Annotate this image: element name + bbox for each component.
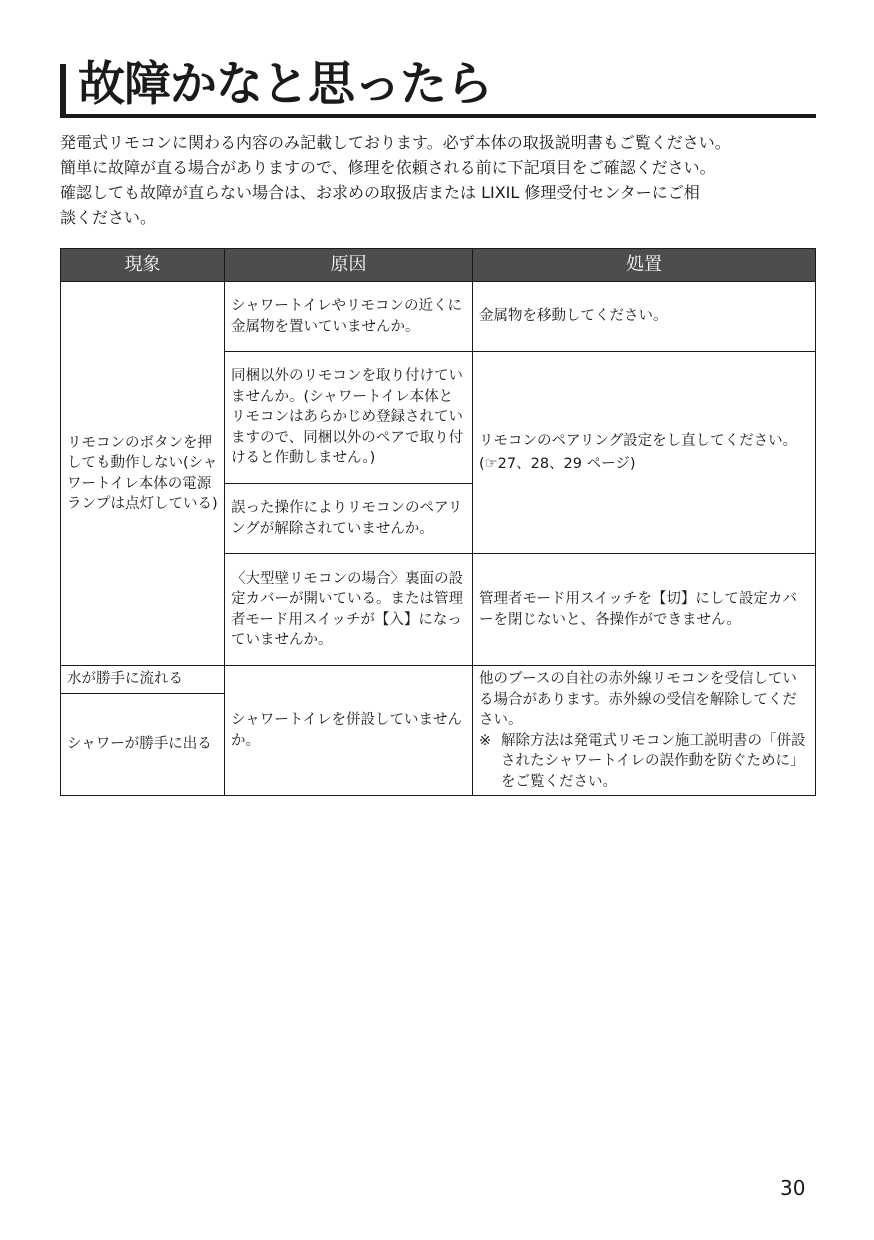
title-accent-bar (60, 64, 66, 118)
intro-paragraph (60, 130, 820, 230)
page-reference: (☞27、28、29 ページ) (479, 455, 636, 472)
page-number: 30 (780, 1176, 806, 1200)
symptom-cell: 水が勝手に流れる (61, 666, 225, 694)
title-underline (60, 114, 816, 118)
intro-line: 談ください。 (60, 208, 157, 227)
remedy-cell: 管理者モード用スイッチを【切】にして設定カバーを閉じないと、各操作ができません。 (473, 554, 816, 666)
intro-line: 確認しても故障が直らない場合は、お求めの取扱店または LIXIL 修理受付センターにご相 (60, 183, 700, 202)
table-row (61, 282, 816, 352)
remedy-text: 他のブースの自社の赤外線リモコンを受信している場合があります。赤外線の受信を解除してください。 (479, 671, 797, 728)
note-text: 解除方法は発電式リモコン施工説明書の「併設されたシャワートイレの誤作動を防ぐために」をご覧ください。 (501, 732, 806, 790)
header-remedy: 処置 (473, 249, 816, 282)
remedy-cell (473, 666, 816, 796)
intro-line: 発電式リモコンに関わる内容のみ記載しております。必ず本体の取扱説明書もご覧ください。 (60, 133, 731, 152)
cause-cell: 同梱以外のリモコンを取り付けていませんか。(シャワートイレ本体とリモコンはあらかじめ登録されていますので、同梱以外のペアで取り付けると作動しません。) (225, 352, 473, 484)
remedy-note (479, 731, 809, 793)
symptom-cell: シャワーが勝手に出る (61, 694, 225, 796)
page-title: 故障かなと思ったら (78, 57, 492, 112)
note-mark: ※ (479, 732, 492, 749)
header-cause: 原因 (225, 249, 473, 282)
remedy-text: リモコンのペアリング設定をし直してください。 (479, 433, 798, 449)
table-header-row (61, 249, 816, 282)
header-symptom: 現象 (61, 249, 225, 282)
cause-cell: 誤った操作によりリモコンのペアリングが解除されていませんか。 (225, 484, 473, 554)
page-header (60, 58, 816, 116)
symptom-cell: リモコンのボタンを押しても動作しない(シャワートイレ本体の電源ランプは点灯している) (61, 282, 225, 666)
intro-line: 簡単に故障が直る場合がありますので、修理を依頼される前に下記項目をご確認ください。 (60, 158, 716, 177)
table-row (61, 666, 816, 694)
cause-cell: シャワートイレを併設していませんか。 (225, 666, 473, 796)
remedy-cell: 金属物を移動してください。 (473, 282, 816, 352)
remedy-cell (473, 352, 816, 554)
troubleshooting-table (60, 248, 816, 796)
cause-cell: 〈大型壁リモコンの場合〉裏面の設定カバーが開いている。または管理者モード用スイッチが【入】になっていませんか。 (225, 554, 473, 666)
cause-cell: シャワートイレやリモコンの近くに金属物を置いていませんか。 (225, 282, 473, 352)
